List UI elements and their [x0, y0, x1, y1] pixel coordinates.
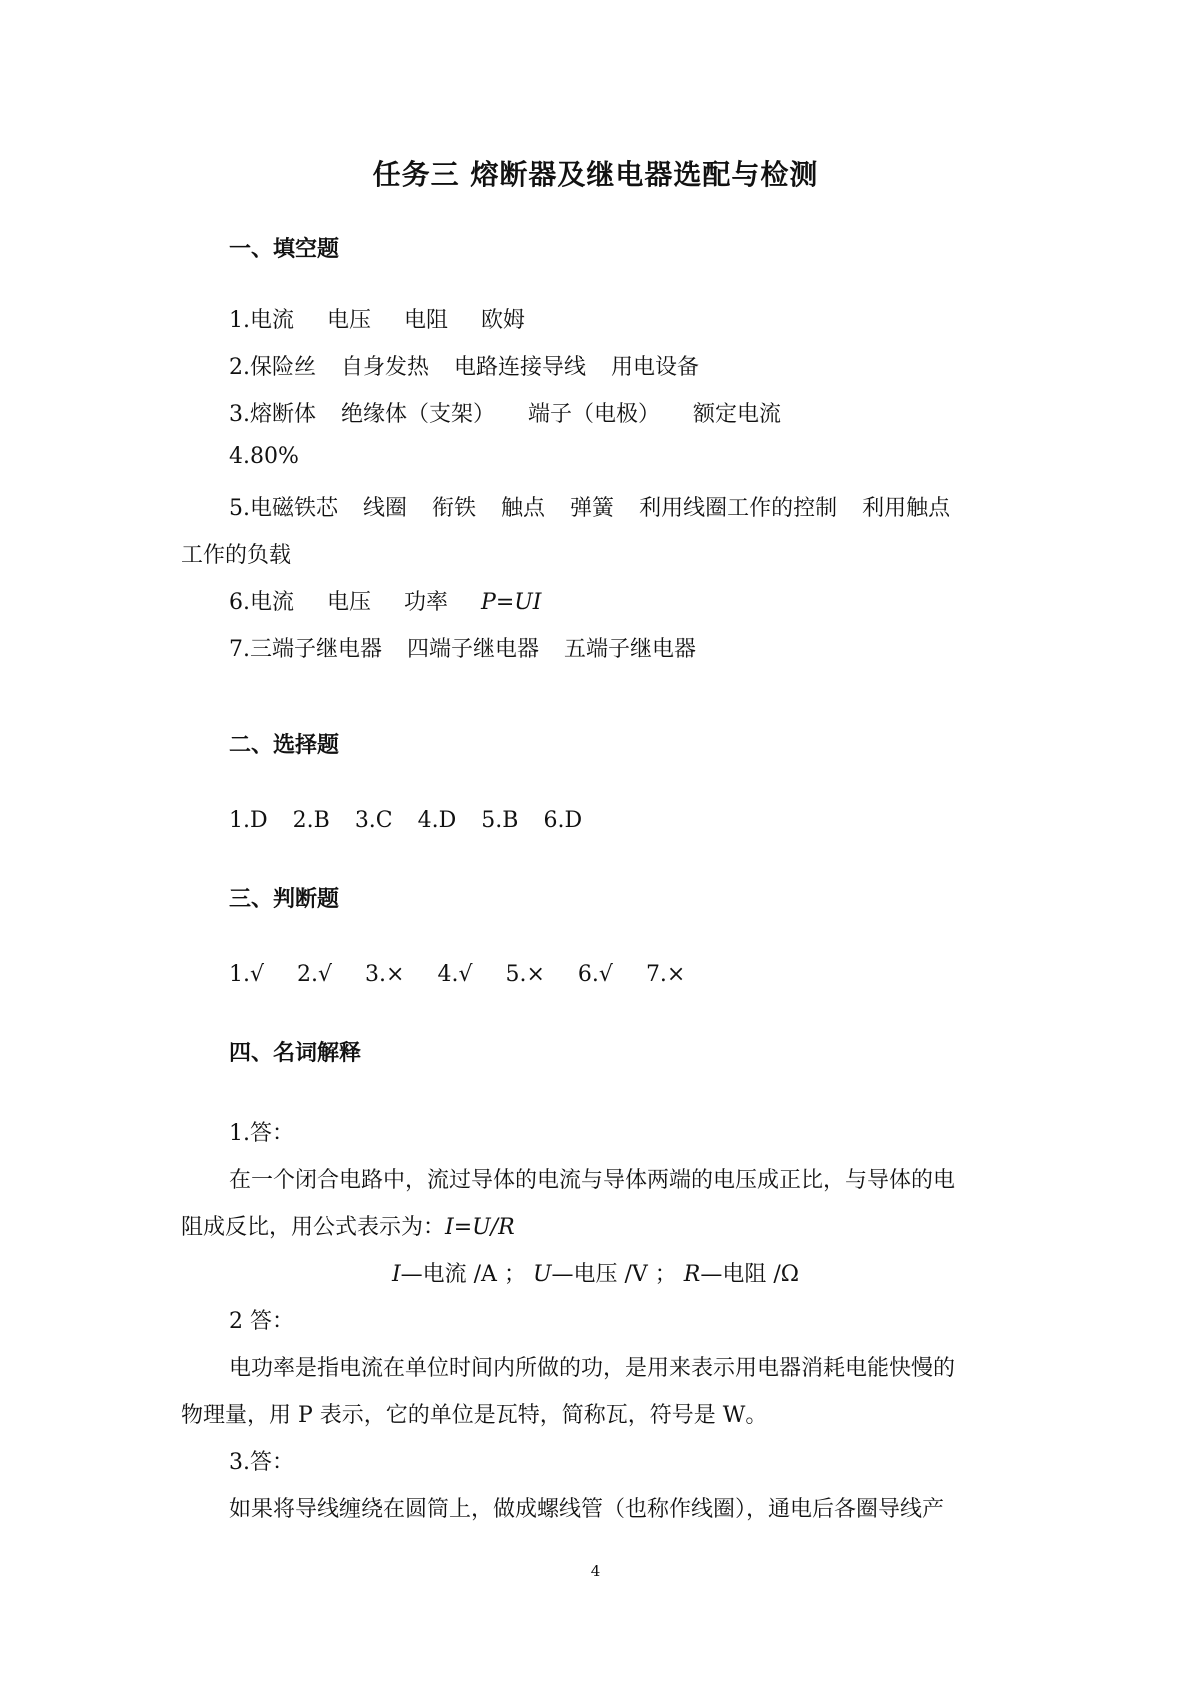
symbol-resistance: R — [683, 1262, 701, 1287]
judgement-answer: 4.√ — [437, 962, 473, 987]
judgement-answers — [229, 962, 685, 987]
answer-term: 电压 — [327, 308, 372, 333]
section-heading-true-false: 三、判断题 — [229, 887, 340, 912]
answer-line-2 — [229, 350, 699, 381]
answer-label-3: 3.答： — [229, 1450, 294, 1475]
page-number: 4 — [590, 1562, 601, 1580]
answer-term: 3.熔断体 — [229, 402, 316, 427]
choice-answer: 1.D — [229, 808, 268, 833]
symbol-desc: —电流 /A ； — [400, 1262, 526, 1287]
answer-term: 6.电流 — [229, 590, 294, 615]
answer-term: 衔铁 — [432, 496, 477, 521]
ohms-law-legend — [0, 1257, 1191, 1288]
ohms-law-text: 阻成反比，用公式表示为： — [181, 1215, 446, 1240]
answer-line-5-continued: 工作的负载 — [181, 543, 292, 568]
symbol-voltage: U — [532, 1262, 552, 1287]
answer-term: 弹簧 — [570, 496, 615, 521]
judgement-answer: 6.√ — [577, 962, 613, 987]
answer-term: 7.三端子继电器 — [229, 637, 382, 662]
ohms-law-formula: I=U/R — [445, 1215, 515, 1240]
power-formula: P=UI — [481, 590, 542, 615]
answer-line-5 — [229, 491, 950, 522]
answer-term: 1.电流 — [229, 308, 294, 333]
judgement-answer: 7.× — [645, 962, 686, 987]
judgement-answer: 5.× — [505, 962, 545, 987]
choice-answer: 3.C — [354, 808, 393, 833]
answer-term: 2.保险丝 — [229, 355, 316, 380]
choice-answer: 2.B — [292, 808, 330, 833]
answer-term: 绝缘体（支架） — [341, 402, 496, 427]
answer-line-7 — [229, 632, 696, 663]
answer-term: 功率 — [404, 590, 449, 615]
ohms-law-text-line-1: 在一个闭合电路中，流过导体的电流与导体两端的电压成正比，与导体的电 — [229, 1168, 956, 1193]
choice-answer: 5.B — [481, 808, 519, 833]
answer-term: 线圈 — [363, 496, 408, 521]
answer-term: 端子（电极） — [528, 402, 661, 427]
answer-term: 用电设备 — [611, 355, 700, 380]
answer-line-3 — [229, 397, 781, 428]
power-text-line-2: 物理量，用 P 表示，它的单位是瓦特，简称瓦，符号是 W。 — [181, 1403, 768, 1428]
answer-term: 利用线圈工作的控制 — [639, 496, 838, 521]
choice-answers — [229, 808, 582, 833]
choice-answer: 4.D — [417, 808, 457, 833]
ohms-law-text-line-2 — [181, 1210, 515, 1241]
answer-term: 自身发热 — [341, 355, 430, 380]
answer-term: 四端子继电器 — [407, 637, 540, 662]
answer-label-2: 2 答： — [229, 1309, 294, 1334]
symbol-current: I — [391, 1262, 401, 1287]
answer-term: 利用触点 — [862, 496, 951, 521]
section-heading-fill-blank: 一、填空题 — [229, 237, 340, 262]
answer-line-6 — [229, 585, 542, 616]
symbol-desc: —电压 /V ； — [551, 1262, 677, 1287]
judgement-answer: 1.√ — [229, 962, 265, 987]
section-heading-definitions: 四、名词解释 — [229, 1041, 362, 1066]
answer-term: 触点 — [501, 496, 546, 521]
answer-term: 五端子继电器 — [564, 637, 697, 662]
choice-answer: 6.D — [543, 808, 583, 833]
answer-line-1 — [229, 303, 525, 334]
answer-term: 欧姆 — [481, 308, 526, 333]
answer-label-1: 1.答： — [229, 1121, 294, 1146]
answer-term: 5.电磁铁芯 — [229, 496, 338, 521]
page-title: 任务三 熔断器及继电器选配与检测 — [372, 158, 819, 191]
judgement-answer: 2.√ — [297, 962, 333, 987]
coil-text-line-1: 如果将导线缠绕在圆筒上，做成螺线管（也称作线圈），通电后各圈导线产 — [229, 1497, 945, 1522]
answer-term: 电路连接导线 — [454, 355, 587, 380]
answer-term: 额定电流 — [693, 402, 782, 427]
answer-term: 电压 — [327, 590, 372, 615]
judgement-answer: 3.× — [365, 962, 405, 987]
symbol-desc: —电阻 /Ω — [700, 1262, 800, 1287]
answer-line-4: 4.80% — [229, 444, 299, 469]
section-heading-multiple-choice: 二、选择题 — [229, 733, 340, 758]
answer-term: 电阻 — [404, 308, 449, 333]
power-text-line-1: 电功率是指电流在单位时间内所做的功，是用来表示用电器消耗电能快慢的 — [229, 1356, 956, 1381]
